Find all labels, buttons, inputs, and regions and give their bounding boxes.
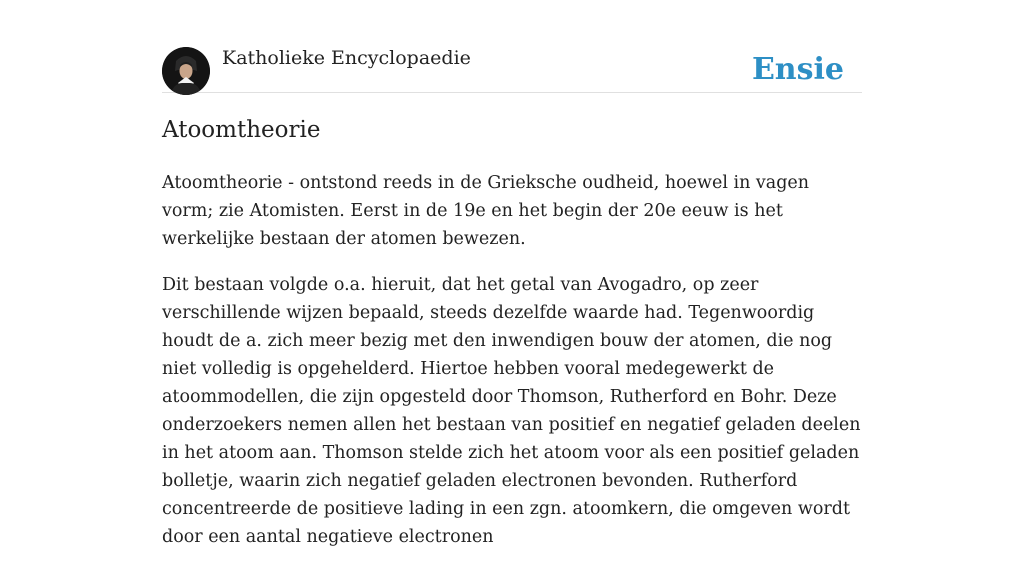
portrait-icon <box>162 47 210 95</box>
source-name[interactable]: Katholieke Encyclopaedie <box>222 47 471 69</box>
article-body <box>162 169 862 569</box>
ensie-logo[interactable]: Ensie <box>751 52 844 87</box>
page-container <box>162 0 862 547</box>
page-header <box>162 0 862 93</box>
article-paragraph: Dit bestaan volgde o.a. hieruit, dat het getal van Avogadro, op zeer verschillende wijzen bepaald, steeds dezelfde waarde had. Tegenwoordig houdt de a. zich meer bezig met den inwendigen bouw der atomen, die nog niet volledig is opgehelderd. Hiertoe hebben vooral medegewerkt de atoommodellen, die zijn opgesteld door Thomson, Rutherford en Bohr. Deze onderzoekers nemen allen het bestaan van positief en negatief geladen deelen in het atoom aan. Thomson stelde zich het atoom voor als een positief geladen bolletje, waarin zich negatief geladen electronen bevonden. Rutherford concentreerde de positieve lading in een zgn. atoomkern, die omgeven wordt door een aantal negatieve electronen <box>162 275 861 547</box>
article-title: Atoomtheorie <box>162 117 321 143</box>
article-paragraph: Atoomtheorie - ontstond reeds in de Grieksche oudheid, hoewel in vagen vorm; zie Atomisten. Eerst in de 19e en het begin der 20e eeuw is het werkelijke bestaan der atomen bewezen. <box>162 173 810 249</box>
source-avatar[interactable] <box>162 47 210 95</box>
